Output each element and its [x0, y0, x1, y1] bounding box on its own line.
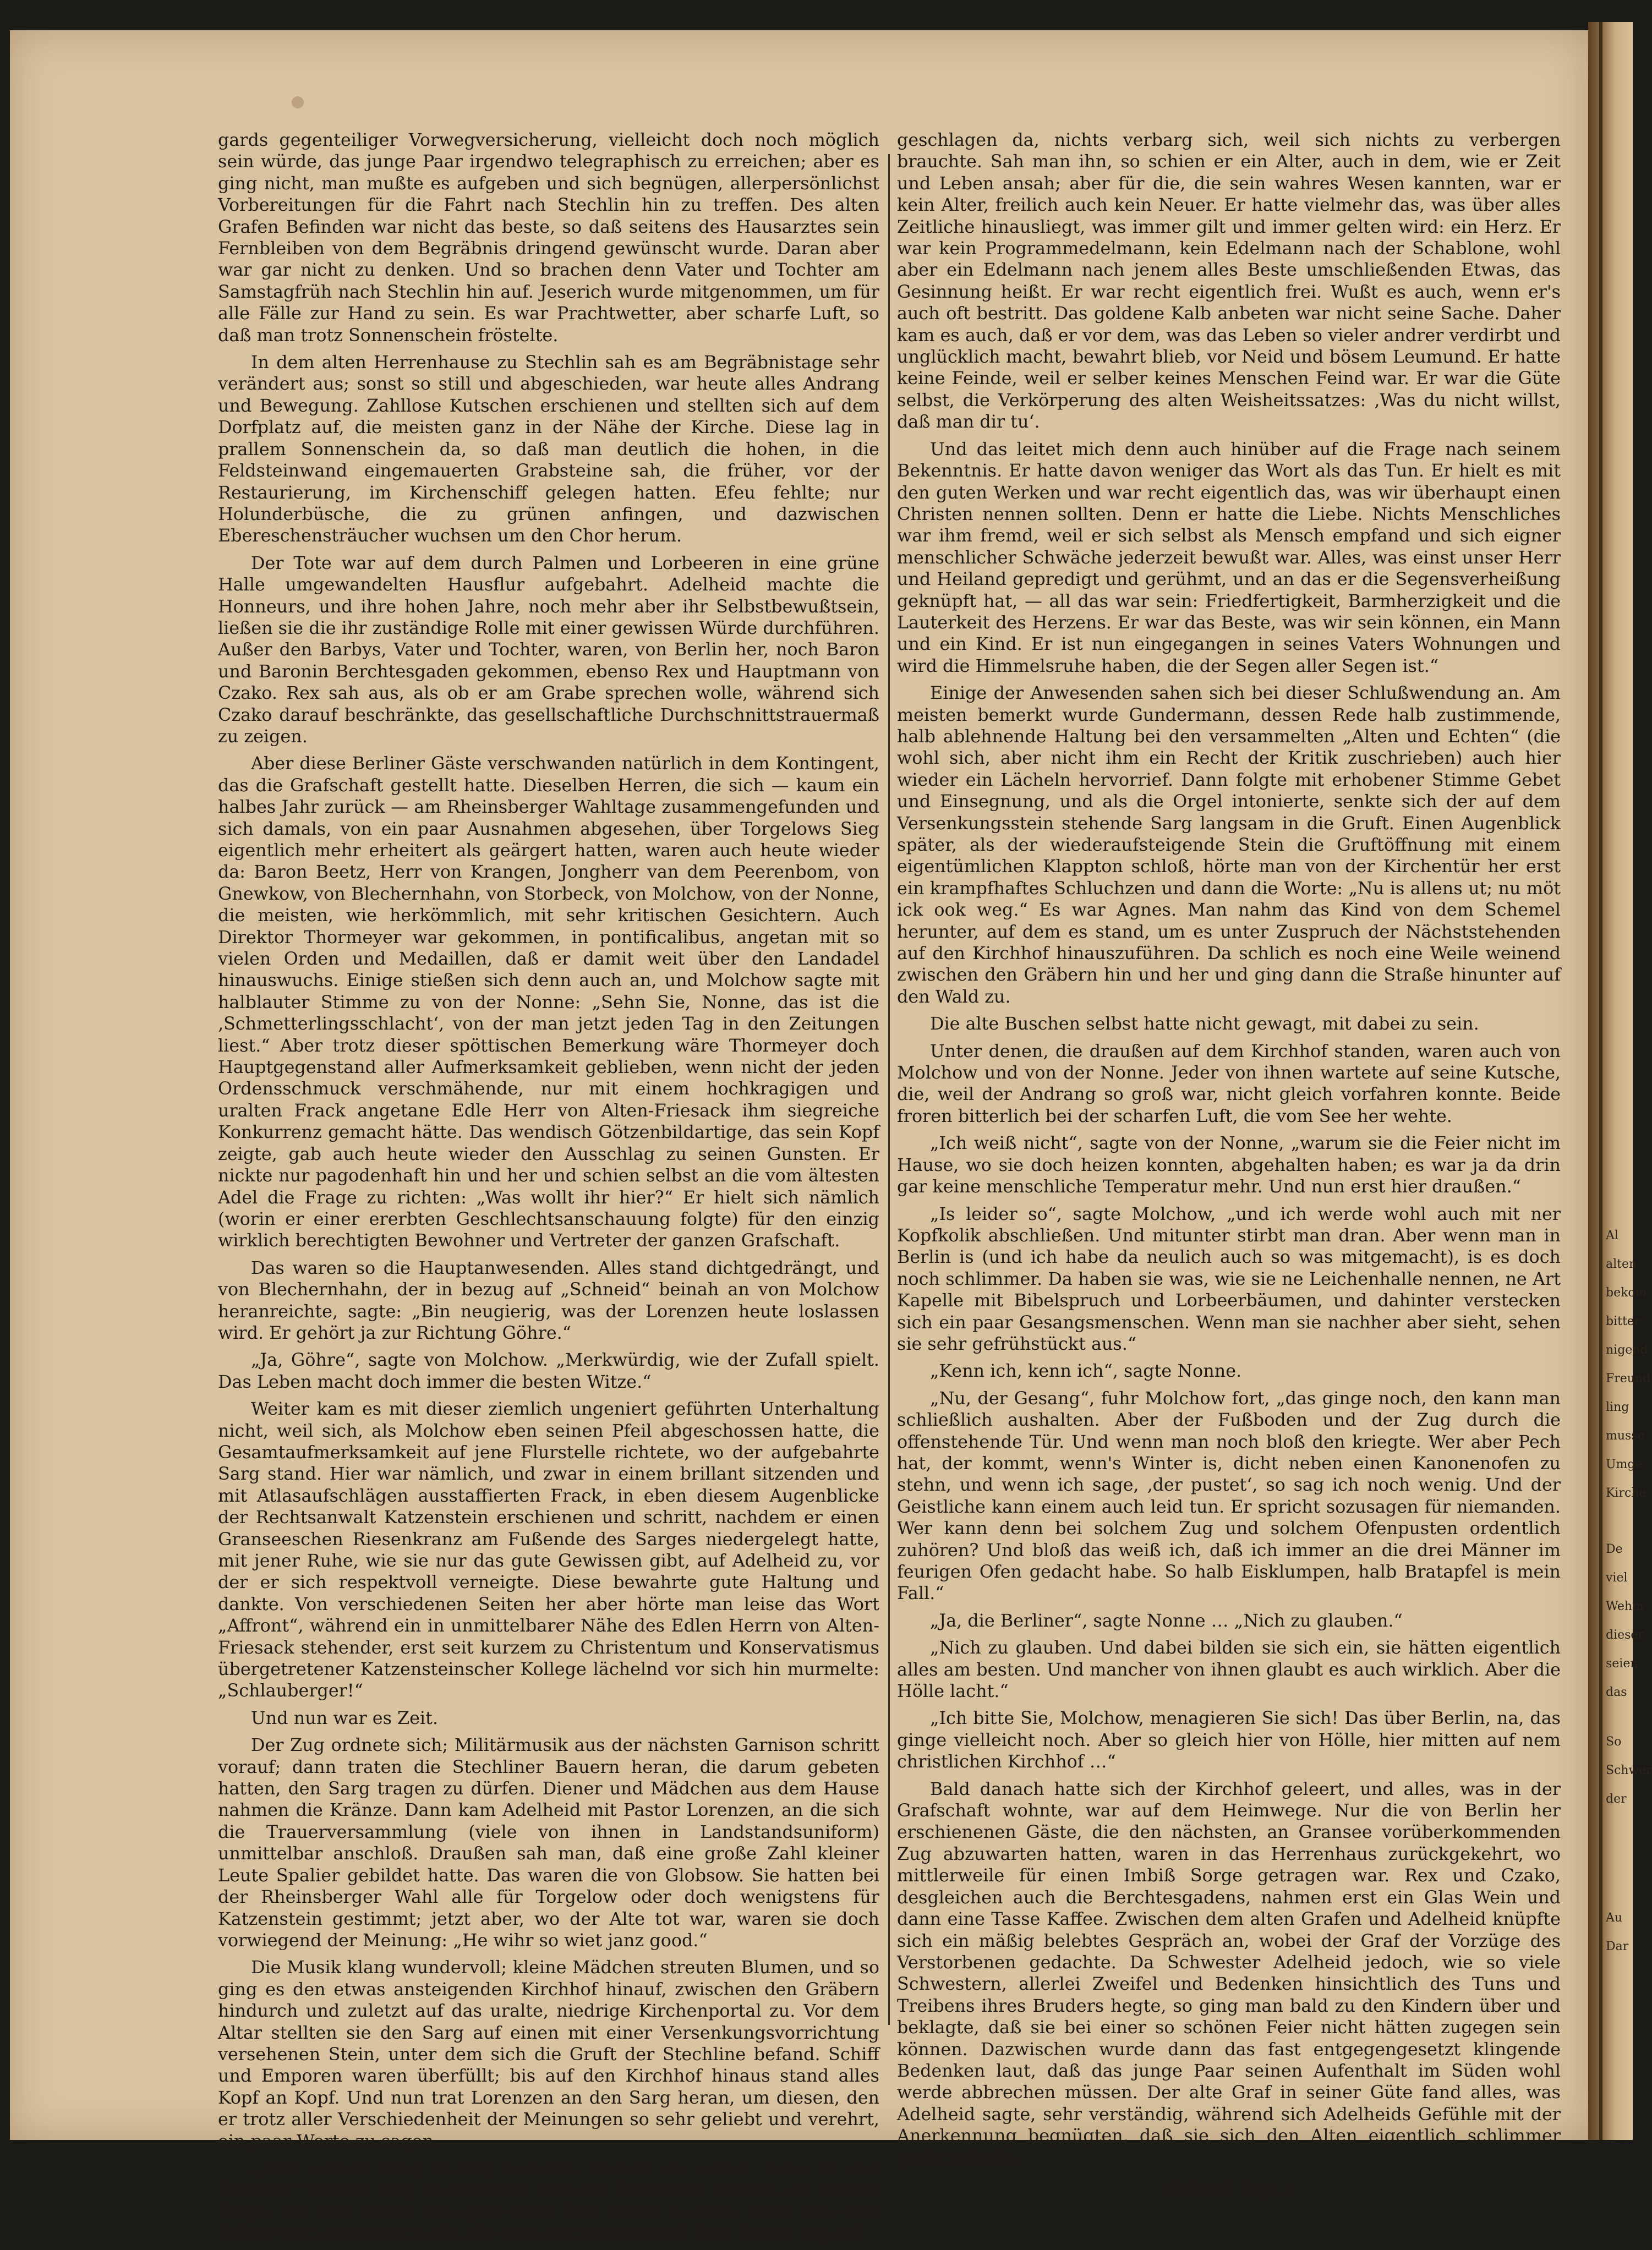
newspaper-page	[10, 30, 1588, 2244]
spine-fragment: Freund	[1606, 1372, 1651, 1386]
adjacent-page-edge	[1588, 22, 1652, 2140]
paragraph: Und nun war es Zeit.	[251, 1707, 438, 1728]
paragraph: „Ich weiß nicht“, sagte von der Nonne, „warum sie die Feier nicht im Hause, wo sie doch heizen konnten, abgehalten haben; es war ja da drin gar keine menschliche Temperatur mehr. Und nun erst hier draußen.“	[897, 1133, 1561, 1197]
paper-blemish	[292, 96, 304, 108]
paragraph: „Nich zu glauben. Und dabei bilden sie sich ein, sie hätten eigentlich alles am besten. Und mancher von ihnen glaubt es auch wirklich. Aber die Hölle lacht.“	[897, 1638, 1561, 1702]
spine-fragment: ling	[1606, 1400, 1629, 1414]
column-divider	[888, 154, 890, 2025]
paragraph: „Ich bitte Sie, Molchow, menagieren Sie sich! Das über Berlin, na, das ginge vielleicht noch. Aber so gleich hier von Hölle, hier mitten auf nem christlichen Kirchhof …“	[897, 1708, 1561, 1772]
spine-fragment: Au	[1606, 1911, 1623, 1925]
spine-fragment: nigend	[1606, 1343, 1648, 1357]
paragraph: gards gegenteiliger Vorwegversicherung, vielleicht doch noch möglich sein würde, das junge Paar irgendwo telegraphisch zu erreichen; aber es ging nicht, man mußte es aufgeben und sich begnügen, allerpersönlichst Vorbereitungen für die Fahrt nach Stechlin hin zu treffen. Des alten Grafen Befinden war nicht das beste, so daß seitens des Hausarztes sein Fernbleiben von dem Begräbnis dringend gewünscht wurde. Daran aber war gar nicht zu denken. Und so brachen denn Vater und Tochter am Samstagfrüh nach Stechlin hin auf. Jeserich wurde mitgenommen, um für alle Fälle zur Hand zu sein. Es war Prachtwetter, aber scharfe Luft, so daß man trotz Sonnenschein fröstelte.	[218, 130, 879, 346]
paragraph: geschlagen da, nichts verbarg sich, weil sich nichts zu verbergen brauchte. Sah man ihn, so schien er ein Alter, auch in dem, wie er Zeit und Leben ansah; aber für die, die sein wahres Wesen kannten, war er kein Alter, freilich auch kein Neuer. Er hatte vielmehr das, was über alles Zeitliche hinausliegt, was immer gilt und immer gelten wird: ein Herz. Er war kein Programmedelmann, kein Edelmann nach der Schablone, wohl aber ein Edelmann nach jenem alles Beste umschließenden Etwas, das Gesinnung heißt. Er war recht eigentlich frei. Wußt es auch, wenn er's auch oft bestritt. Das goldene Kalb anbeten war nicht seine Sache. Daher kam es auch, daß er vor dem, was das Leben so vieler andrer verdirbt und unglücklich macht, bewahrt blieb, vor Neid und bösem Leumund. Er hatte keine Feinde, weil er selber keines Menschen Feind war. Er war die Güte selbst, die Verkörperung des alten Weisheitssatzes: ‚Was du nicht willst, daß man dir tu‘.	[897, 130, 1561, 433]
paragraph: Die Musik klang wundervoll; kleine Mädchen streuten Blumen, und so ging es den etwas ansteigenden Kirchhof hinauf, zwischen den Gräbern hindurch und zuletzt auf das uralte, niedrige Kirchenportal zu. Vor dem Altar stellten sie den Sarg auf einen mit einer Versenkungsvorrichtung versehenen Stein, unter dem sich die Gruft der Stechline befand. Schiff und Emporen waren überfüllt; bis auf den Kirchhof hinaus stand alles Kopf an Kopf. Und nun trat Lorenzen an den Sarg heran, um diesen, den er trotz aller Verschiedenheit der Meinungen so sehr geliebt und verehrt, ein paar Worte zu sagen.	[218, 1957, 879, 2152]
paragraph: „Ja, Göhre“, sagte von Molchow. „Merkwürdig, wie der Zufall spielt. Das Leben macht doch immer die besten Witze.“	[218, 1350, 879, 1392]
spine-fragment: So	[1606, 1735, 1622, 1749]
spine-fragment: dieser	[1606, 1628, 1644, 1642]
paragraph: „Is leider so“, sagte Molchow, „und ich werde wohl auch mit ner Kopfkolik abschließen. Und mitunter stirbt man dran. Aber wenn man in Berlin is (und ich habe da neulich auch so was mitgemacht), is es doch noch schlimmer. Da haben sie was, wie sie ne Leichenhalle nennen, ne Art Kapelle mit Bibelspruch und Lorbeerbäumen, und dahinter verstecken sich ein paar Gesangsmenschen. Wenn man sie nachher aber sieht, sehen sie sehr gefrühstückt aus.“	[897, 1203, 1561, 1354]
paragraph: Der Tote war auf dem durch Palmen und Lorbeeren in eine grüne Halle umgewandelten Hausflur aufgebahrt. Adelheid machte die Honneurs, und ihre hohen Jahre, noch mehr aber ihr Selbstbewußtsein, ließen sie die ihr zuständige Rolle mit einer gewissen Würde durchführen. Außer den Barbys, Vater und Tochter, waren, von Berlin her, noch Baron und Baronin Berchtesgaden gekommen, ebenso Rex und Hauptmann von Czako. Rex sah aus, als ob er am Grabe sprechen wolle, während sich Czako darauf beschränkte, das gesellschaftliche Durchschnittstrauermaß zu zeigen.	[218, 552, 879, 747]
spine-fragment: Schwer	[1606, 1764, 1652, 1777]
spine-fragment: Wehm	[1606, 1600, 1644, 1613]
paragraph: Weiter kam es mit dieser ziemlich ungeniert geführten Unterhaltung nicht, weil sich, als Molchow eben seinen Pfeil abgeschossen hatte, die Gesamtaufmerksamkeit auf jene Flurstelle richtete, wo der aufgebahrte Sarg stand. Hier war nämlich, und zwar in einem brillant sitzenden und mit Atlasaufschlägen ausstaffierten Frack, in eben diesem Augenblicke der Rechtsanwalt Katzenstein erschienen und schritt, nachdem er einen Granseeschen Riesenkranz am Fußende des Sarges niedergelegt hatte, mit jener Ruhe, wie sie nur das gute Gewissen gibt, auf Adelheid zu, vor der er sich respektvoll verneigte. Diese bewahrte gute Haltung und dankte. Von verschiedenen Seiten her aber hörte man leise das Wort „Affront“, während ein in unmittelbarer Nähe des Edlen Herrn von Alten-Friesack stehender, erst seit kurzem zu Christentum und Konservatismus übergetretener Katzensteinscher Kollege lächelnd vor sich hin murmelte: „Schlauberger!“	[218, 1399, 879, 1701]
paragraph: Die alte Buschen selbst hatte nicht gewagt, mit dabei zu sein.	[930, 1014, 1479, 1034]
spine-fragment: musse	[1606, 1429, 1645, 1443]
binding-edge	[1599, 22, 1602, 2140]
spine-fragment: das	[1606, 1685, 1627, 1699]
text-column-right	[897, 129, 1561, 2200]
paragraph: In dem alten Herrenhause zu Stechlin sah es am Begräbnistage sehr verändert aus; sonst so still und abgeschieden, war heute alles Andrang und Bewegung. Zahllose Kutschen erschienen und stellten sich auf dem Dorfplatz auf, die meisten ganz in der Nähe der Kirche. Diese lag in prallem Sonnenschein da, so daß man deutlich die hohen, in die Feldsteinwand eingemauerten Grabsteine sah, die früher, vor der Restaurierung, im Kirchenschiff gelegen hatten. Efeu fehlte; nur Holunderbüsche, die zu grünen anfingen, und dazwischen Ebereschensträucher wuchsen um den Chor herum.	[218, 352, 879, 546]
paragraph: Und das leitet mich denn auch hinüber auf die Frage nach seinem Bekenntnis. Er hatte davon weniger das Wort als das Tun. Er hielt es mit den guten Werken und war recht eigentlich das, was wir überhaupt einen Christen nennen sollten. Denn er hatte die Liebe. Nichts Menschliches war ihm fremd, weil er sich selbst als Mensch empfand und sich eigner menschlicher Schwäche jederzeit bewußt war. Alles, was einst unser Herr und Heiland gepredigt und gerühmt, und an das er die Segensverheißung geknüpft hat, — all das war sein: Friedfertigkeit, Barmherzigkeit und die Lauterkeit des Herzens. Er war das Beste, was wir sein können, ein Mann und ein Kind. Er ist nun eingegangen in seines Vaters Wohnungen und wird die Himmelsruhe haben, die der Segen aller Segen ist.“	[897, 439, 1561, 676]
paragraph: „Kenn ich, kenn ich“, sagte Nonne.	[930, 1361, 1242, 1382]
paragraph: Das waren so die Hauptanwesenden. Alles stand dichtgedrängt, und von Blechernhahn, der in bezug auf „Schneid“ beinah an von Molchow heranreichte, sagte: „Bin neugierig, was der Lorenzen heute loslassen wird. Er gehört ja zur Richtung Göhre.“	[218, 1257, 879, 1343]
spine-fragment: der	[1606, 1792, 1627, 1806]
paragraph: Der Zug ordnete sich; Militärmusik aus der nächsten Garnison schritt vorauf; dann traten die Stechliner Bauern heran, die darum gebeten hatten, den Sarg tragen zu dürfen. Diener und Mädchen aus dem Hause nahmen die Kränze. Dann kam Adelheid mit Pastor Lorenzen, an die sich die Trauerversammlung (viele von ihnen in Landstandsuniform) unmittelbar anschloß. Draußen sah man, daß eine große Zahl kleiner Leute Spalier gebildet hatte. Das waren die von Globsow. Sie hatten bei der Rheinsberger Wahl alle für Torgelow oder doch wenigstens für Katzenstein gestimmt; jetzt aber, wo der Alte tot war, waren sie doch vorwiegend der Meinung: „He wihr so wiet janz good.“	[218, 1735, 879, 1951]
continuation-note: (Schluß folgt.)	[1165, 2178, 1293, 2199]
spine-fragment: Al	[1606, 1229, 1618, 1242]
paragraph: „‚Wer seinen Weg richtig wandelt, kommt zu seiner Ruhe in der Kammer.‘ Diesen Weg zu wandeln war das Bestreben dessen, an dessen Sarge wir hier stehn. Ich gebe kein Bild seines Lebens, denn wie dies Leben war, es wissen's alle, die hier erschienen sind. Sein Leben lag auf-	[218, 2158, 879, 2244]
paragraph: Aber diese Berliner Gäste verschwanden natürlich in dem Kontingent, das die Grafschaft gestellt hatte. Dieselben Herren, die sich — kaum ein halbes Jahr zurück — am Rheinsberger Wahltage zusammengefunden und sich damals, von ein paar Ausnahmen abgesehen, über Torgelows Sieg eigentlich mehr erheitert als geärgert hatten, waren auch heute wieder da: Baron Beetz, Herr von Krangen, Jongherr van dem Peerenbom, von Gnewkow, von Blechernhahn, von Storbeck, von Molchow, von der Nonne, die meisten, wie herkömmlich, mit sehr kritischen Gesichtern. Auch Direktor Thormeyer war gekommen, in pontificalibus, angetan mit so vielen Orden und Medaillen, daß er damit weit über den Landadel hinauswuchs. Einige stießen sich denn auch an, und Molchow sagte mit halblauter Stimme zu von der Nonne: „Sehn Sie, Nonne, das ist die ‚Schmetterlingsschlacht‘, von der man jetzt jeden Tag in den Zeitungen liest.“ Aber trotz dieser spöttischen Bemerkung wäre Thormeyer doch Hauptgegenstand aller Aufmerksamkeit geblieben, wenn nicht der jeden Ordensschmuck verschmähende, nur mit einem hochkragigen und uralten Frack angetane Edle Herr von Alten-Friesack ihm siegreiche Konkurrenz gemacht hätte. Das wendisch Götzenbildartige, das sein Kopf zeigte, gab auch heute wieder den Ausschlag zu seinen Gunsten. Er nickte nur pagodenhaft hin und her und schien selbst an die vom ältesten Adel die Frage zu richten: „Was wollt ihr hier?“ Er hielt sich nämlich (worin er einer ererbten Geschlechtsanschauung folgte) für den einzig wirklich berechtigten Bewohner und Vertreter der ganzen Grafschaft.	[218, 753, 879, 1251]
paragraph: Bald danach hatte sich der Kirchhof geleert, und alles, was in der Grafschaft wohnte, war auf dem Heimwege. Nur die von Berlin her erschienenen Gäste, die den nächsten, an Gransee vorüberkommenden Zug abzuwarten hatten, waren in das Herrenhaus zurückgekehrt, wo mittlerweile für einen Imbiß Sorge getragen war. Rex und Czako, desgleichen auch die Berchtesgadens, nahmen erst ein Glas Wein und dann eine Tasse Kaffee. Zwischen dem alten Grafen und Adelheid knüpfte sich ein mäßig belebtes Gespräch an, wobei der Graf der Vorzüge des Verstorbenen gedachte. Da Schwester Adelheid jedoch, wie so viele Schwestern, allerlei Zweifel und Bedenken hinsichtlich des Tuns und Treibens ihres Bruders hegte, so ging man bald zu den Kindern über und beklagte, daß sie bei einer so schönen Feier nicht hätten zugegen sein können. Dazwischen wurde dann das fast entgegengesetzt klingende Bedenken laut, daß das junge Paar seinen Aufenthalt im Süden wohl werde abbrechen müssen. Der alte Graf in seiner Güte fand alles, was Adelheid sagte, sehr verständig, während sich Adelheids Gefühle mit der Anerkennung begnügten, daß sie sich den Alten eigentlich schlimmer gedacht habe.	[897, 1778, 1561, 2168]
spine-fragment: Dar	[1606, 1940, 1629, 1953]
text-column-left	[218, 129, 879, 2250]
spine-fragment: Umge	[1606, 1458, 1643, 1471]
spine-fragment: seien	[1606, 1657, 1638, 1671]
paragraph: Unter denen, die draußen auf dem Kirchhof standen, waren auch von Molchow und von der Nonne. Jeder von ihnen wartete auf seine Kutsche, die, weil der Andrang so groß war, nicht gleich vorfahren konnte. Beide froren bitterlich bei der scharfen Luft, die vom See her wehte.	[897, 1041, 1561, 1126]
paragraph: „Nu, der Gesang“, fuhr Molchow fort, „das ginge noch, den kann man schließlich aushalten. Aber der Fußboden und der Zug durch die offenstehende Tür. Und wenn man noch bloß den kriegte. Wer aber Pech hat, der kommt, wenn's Winter is, dicht neben einen Kanonenofen zu stehn, und wenn ich sage, ‚der pustet‘, so sag ich noch wenig. Und der Geistliche kann einem auch leid tun. Er spricht sozusagen für niemanden. Wer kann denn bei solchem Zug und solchem Ofenpusten ordentlich zuhören? Und bloß das weiß ich, daß ich immer an die drei Männer im feurigen Ofen gedacht habe. So halb Eisklumpen, halb Bratapfel is mein Fall.“	[897, 1388, 1561, 1604]
paragraph: Einige der Anwesenden sahen sich bei dieser Schlußwendung an. Am meisten bemerkt wurde Gundermann, dessen Rede halb zustimmende, halb ablehnende Haltung bei den versammelten „Alten und Echten“ (die wohl sich, aber nicht ihm ein Recht der Kritik zuschrieben) auch hier wieder ein Lächeln hervorrief. Dann folgte mit erhobener Stimme Gebet und Einsegnung, und als die Orgel intonierte, senkte sich der auf dem Versenkungsstein stehende Sarg langsam in die Gruft. Einen Augenblick später, als der wiederaufsteigende Stein die Gruftöffnung mit einem eigentümlichen Klappton schloß, hörte man von der Kirchentür her erst ein krampfhaftes Schluchzen und dann die Worte: „Nu is allens ut; nu möt ick ook weg.“ Es war Agnes. Man nahm das Kind von dem Schemel herunter, auf dem es stand, um es unter Zuspruch der Nächststehenden auf den Kirchhof hinauszuführen. Da schlich es noch eine Weile weinend zwischen den Gräbern hin und her und ging dann die Straße hinunter auf den Wald zu.	[897, 683, 1561, 1007]
spine-fragment: bekom	[1606, 1286, 1647, 1300]
paragraph: „Ja, die Berliner“, sagte Nonne … „Nich zu glauben.“	[930, 1610, 1403, 1631]
spine-fragment: alten	[1606, 1257, 1637, 1271]
spine-fragment: De	[1606, 1542, 1623, 1556]
spine-fragment: Kirche	[1606, 1486, 1646, 1500]
spine-fragment: viel	[1606, 1571, 1628, 1585]
spine-fragment: bitter	[1606, 1315, 1640, 1328]
